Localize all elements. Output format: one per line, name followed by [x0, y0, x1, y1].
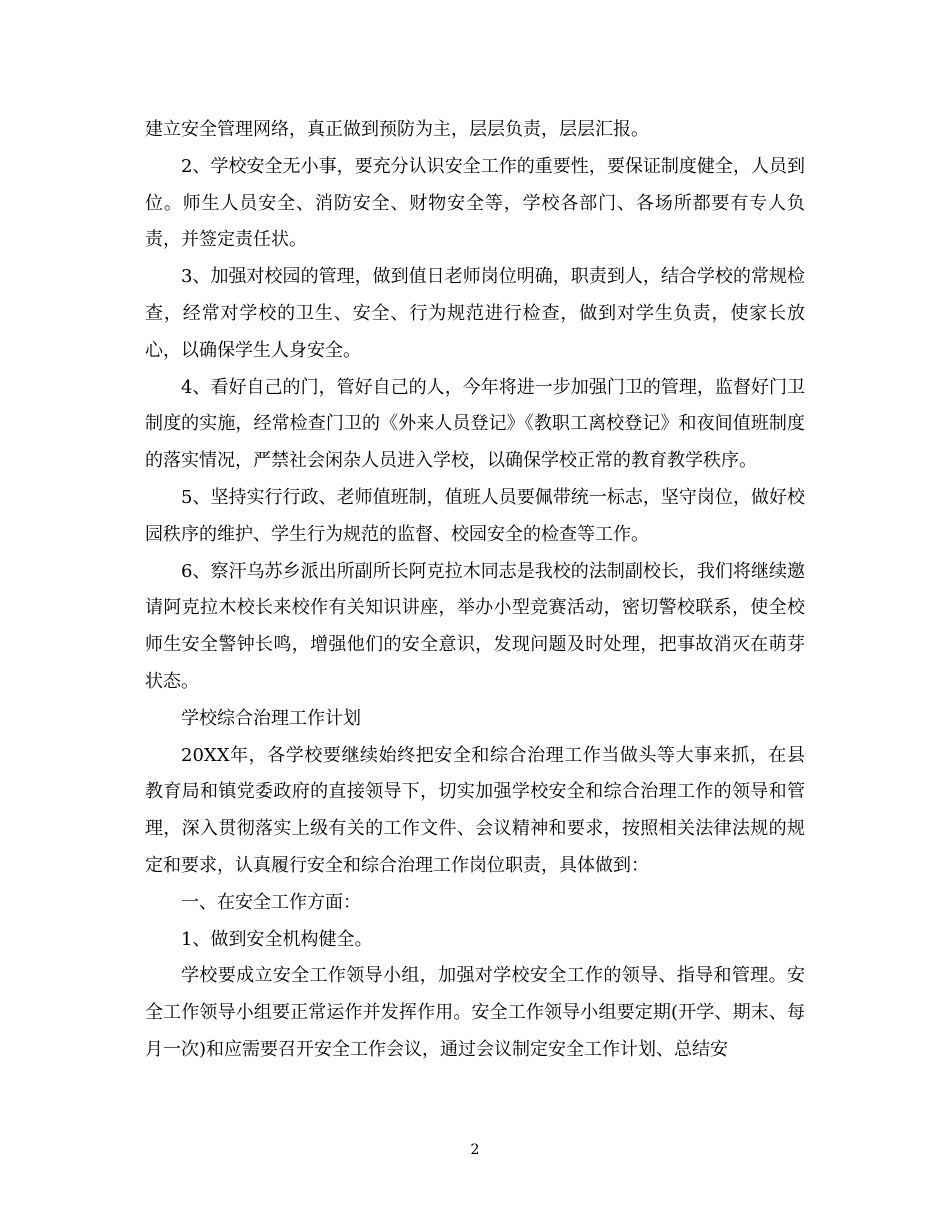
paragraph-organization: 学校要成立安全工作领导小组，加强对学校安全工作的领导、指导和管理。安全工作领导小组要正常运作并发挥作用。安全工作领导小组要定期(开学、期末、每月一次)和应需要召开安全工作会议，通过会议制定安全工作计划、总结安	[145, 965, 805, 1060]
document-body	[145, 112, 805, 1069]
paragraph-item-6: 6、察汗乌苏乡派出所副所长阿克拉木同志是我校的法制副校长，我们将继续邀请阿克拉木校长来校作有关知识讲座，举办小型竞赛活动，密切警校联系，使全校师生安全警钟长鸣，增强他们的安全意识，发现问题及时处理，把事故消灭在萌芽状态。	[145, 560, 805, 692]
paragraph-continuation: 建立安全管理网络，真正做到预防为主，层层负责，层层汇报。	[145, 119, 649, 140]
section-heading-safety: 一、在安全工作方面：	[181, 891, 361, 913]
paragraph-item-2: 2、学校安全无小事，要充分认识安全工作的重要性，要保证制度健全，人员到位。师生人员安全、消防安全、财物安全等，学校各部门、各场所都要有专人负责，并签定责任状。	[145, 155, 805, 251]
paragraph-item-5: 5、坚持实行行政、老师值班制，值班人员要佩带统一标志，坚守岗位，做好校园秩序的维护、学生行为规范的监督、校园安全的检查等工作。	[145, 486, 805, 545]
subheading-organization: 1、做到安全机构健全。	[181, 928, 373, 950]
paragraph-item-4: 4、看好自己的门，管好自己的人，今年将进一步加强门卫的管理，监督好门卫制度的实施，经常检查门卫的《外来人员登记》《教职工离校登记》和夜间值班制度的落实情况，严禁社会闲杂人员进入学校，以确保学校正常的教育教学秩序。	[145, 376, 805, 472]
paragraph-intro: 20XX年，各学校要继续始终把安全和综合治理工作当做头等大事来抓，在县教育局和镇党委政府的直接领导下，切实加强学校安全和综合治理工作的领导和管理，深入贯彻落实上级有关的工作文件、会议精神和要求，按照相关法律法规的规定和要求，认真履行安全和综合治理工作岗位职责，具体做到：	[145, 744, 805, 876]
paragraph-item-3: 3、加强对校园的管理，做到值日老师岗位明确，职责到人，结合学校的常规检查，经常对学校的卫生、安全、行为规范进行检查，做到对学生负责，使家长放心，以确保学生人身安全。	[145, 266, 805, 361]
section-title: 学校综合治理工作计划	[181, 707, 361, 729]
page-number: 2	[470, 1142, 480, 1158]
